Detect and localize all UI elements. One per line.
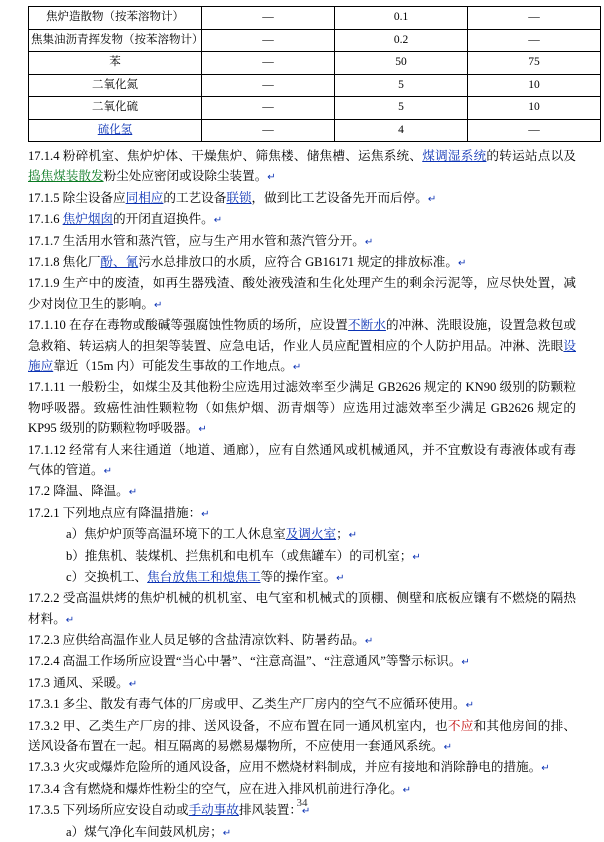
row-value-c: 10: [468, 97, 601, 120]
paragraph-mark: ↵: [292, 362, 302, 373]
row-value-a: —: [202, 74, 335, 97]
text-run: 污水总排放口的水质，应符合 GB16171 规定的排放标准。: [138, 255, 458, 270]
text-run: 的工艺设备: [163, 190, 227, 205]
paragraph: [28, 673, 576, 693]
text-run: 17.1.10 在存在毒物或酸碱等强腐蚀性物质的场所，应设置: [28, 318, 348, 333]
paragraph: [28, 567, 576, 587]
row-value-b: 0.2: [335, 29, 468, 52]
text-run: 17.3.5 下列场所应安设自动或: [28, 803, 189, 818]
paragraph: [28, 315, 576, 376]
text-run: 17.3.2 甲、乙类生产厂房的排、送风设备，不应布置在同一通风机室内，也: [28, 718, 448, 733]
limits-table: [28, 6, 601, 142]
paragraph-mark: ↵: [128, 487, 138, 499]
row-name-text: 二氧化硫: [92, 101, 138, 114]
row-name-cell: [29, 119, 202, 142]
text-run: 同相应: [125, 190, 164, 205]
table-row: [29, 52, 601, 75]
text-run: 的开闭直迢换件。: [113, 212, 214, 227]
text-run: 联锁: [226, 190, 252, 205]
row-name-cell: [29, 7, 202, 30]
text-run: 设施应: [28, 338, 576, 373]
paragraph: [28, 503, 576, 523]
table-row: [29, 119, 601, 142]
text-run: 粉尘处应密闭或设除尘装置。: [103, 169, 268, 184]
paragraph-mark: ↵: [222, 827, 232, 839]
paragraph-mark: ↵: [364, 236, 374, 248]
paragraph-mark: ↵: [213, 215, 223, 227]
paragraph: [28, 588, 576, 629]
paragraph-mark: ↵: [201, 508, 210, 520]
text-run: 17.2.2 受高温烘烤的焦炉机械的机机室、电气室和机械式的顶棚、侧壁和底板应镶有不燃烧的隔热材料。: [28, 591, 576, 626]
table-body: [29, 7, 601, 142]
row-value-c: —: [468, 7, 601, 30]
row-name-cell: [29, 74, 202, 97]
text-run: 不应: [447, 718, 474, 733]
paragraph: [28, 481, 576, 501]
row-value-c: —: [468, 29, 601, 52]
paragraph-mark: ↵: [128, 678, 138, 690]
paragraph-mark: ↵: [465, 700, 475, 712]
table-row: [29, 97, 601, 120]
paragraph-mark: ↵: [364, 636, 374, 648]
text-run: 17.2 降温、降温。: [28, 484, 129, 499]
row-name-cell: [29, 52, 202, 75]
row-value-a: —: [202, 119, 335, 142]
table-row: [29, 7, 601, 30]
paragraph-mark: ↵: [541, 763, 550, 775]
paragraph: [28, 651, 576, 671]
paragraph: [28, 188, 576, 208]
table-row: [29, 74, 601, 97]
paragraph: [28, 524, 576, 544]
text-run: 等的操作室。: [260, 569, 337, 584]
text-run: 的转运站点以及: [486, 149, 577, 164]
paragraph: [28, 822, 576, 842]
text-run: c）交换机工、: [66, 569, 148, 584]
text-run: ，做到比工艺设备先开而后停。: [251, 190, 428, 205]
text-run: b）推焦机、装煤机、拦焦机和电机车（或焦罐车）的司机室；: [66, 548, 413, 563]
paragraph: [28, 630, 576, 650]
paragraph-mark: ↵: [336, 572, 345, 584]
row-value-c: 10: [468, 74, 601, 97]
paragraph: [28, 440, 576, 481]
row-value-b: 0.1: [335, 7, 468, 30]
text-run: a）焦炉炉顶等高温环境下的工人休息室: [66, 527, 286, 542]
row-value-a: —: [202, 29, 335, 52]
paragraph-mark: ↵: [65, 614, 75, 626]
text-run: 17.3.3 火灾或爆炸危险所的通风设备，应用不燃烧材料制成，并应有接地和消除静电的措施。: [28, 760, 542, 775]
document-body: [28, 142, 576, 842]
text-run: 17.1.9 生产中的废渣，如再生器残渣、酸处液残渣和生化处理产生的剩余污泥等，应尽快处置，减少对岗位卫生的影响。: [28, 276, 576, 311]
paragraph: [28, 209, 576, 229]
paragraph: [28, 273, 576, 314]
paragraph: [28, 546, 576, 566]
paragraph-mark: ↵: [153, 299, 163, 311]
paragraph-mark: ↵: [402, 784, 412, 796]
text-run: 17.1.5 除尘设备应: [28, 190, 126, 205]
text-run: 煤调湿系统: [422, 149, 487, 164]
row-value-a: —: [202, 97, 335, 120]
text-run: 不断水: [347, 318, 386, 333]
text-run: 17.3.4 含有燃烧和爆炸性粉尘的空气，应在进入排风机前进行净化。: [28, 781, 403, 796]
paragraph-mark: ↵: [412, 551, 421, 563]
text-run: 17.2.4 高温工作场所应设置“当心中暑”、“注意高温”、“注意通风”等警示标识。: [28, 654, 462, 669]
paragraph-mark: ↵: [198, 424, 207, 436]
text-run: 17.3 通风、采暖。: [28, 675, 129, 690]
text-run: 17.1.6: [28, 212, 63, 227]
paragraph-mark: ↵: [443, 742, 452, 754]
paragraph: [28, 252, 576, 272]
paragraph-mark: ↵: [103, 465, 112, 477]
row-name-cell: [29, 97, 202, 120]
text-run: 及调火室: [285, 527, 337, 542]
paragraph-mark: ↵: [427, 193, 437, 205]
paragraph: [28, 716, 576, 757]
paragraph-mark: ↵: [267, 172, 276, 184]
row-value-c: 75: [468, 52, 601, 75]
row-value-b: 50: [335, 52, 468, 75]
row-value-b: 5: [335, 74, 468, 97]
paragraph-mark: ↵: [457, 258, 467, 270]
paragraph: [28, 694, 576, 714]
document-page: [0, 6, 604, 839]
text-run: 手动事故: [188, 803, 239, 818]
row-name-text: 二氧化氮: [92, 78, 138, 91]
text-run: 17.1.7 生活用水管和蒸汽管，应与生产用水管和蒸汽管分开。: [28, 233, 365, 248]
text-run: 17.2.3 应供给高温作业人员足够的含盐清凉饮料、防暑药品。: [28, 633, 365, 648]
text-run: ；: [336, 527, 349, 542]
text-run: 排风装置：: [238, 803, 302, 818]
text-run: 17.1.11 一般粉尘，如煤尘及其他粉尘应选用过滤效率至少满足 GB2626 规定的 KN90 级别的防颗粒物呼吸器。致癌性油性颗粒物（如焦炉烟、沥青烟等）应选用过滤效率至少满足 GB2626 规定的 KP95 级别的防颗粒物呼吸器。: [28, 380, 576, 436]
text-run: a）煤气净化车间鼓风机房；: [66, 824, 223, 839]
text-run: 酚、氰: [100, 255, 139, 270]
text-run: 和其他房间的排、送风设备布置在一起。相互隔离的易燃易爆物所，不应使用一套通风系统。: [28, 718, 577, 754]
table-row: [29, 29, 601, 52]
text-run: 的冲淋、洗眼设施，设置急救包或急救箱、转运病人的担架等装置、应急电话，作业人员应配置相应的个人防护用品。冲淋、洗眼: [28, 318, 577, 353]
row-value-c: —: [468, 119, 601, 142]
text-run: 17.1.8 焦化厂: [28, 255, 101, 270]
text-run: 靠近（15m 内）可能发生事故的工作地点。: [53, 359, 293, 373]
paragraph: [28, 757, 576, 777]
text-run: 17.1.12 经常有人来往通道（地道、通廊），应有自然通风或机械通风，并不宜敷设有毒液体或有毒气体的管道。: [28, 442, 576, 477]
paragraph: [28, 231, 576, 251]
row-value-a: —: [202, 7, 335, 30]
text-run: 焦炉烟囱: [62, 212, 114, 227]
row-value-a: —: [202, 52, 335, 75]
row-name-text: 焦炉造散物（按苯溶物计）: [46, 11, 184, 23]
paragraph: [28, 377, 576, 438]
paragraph: [28, 146, 576, 187]
paragraph-mark: ↵: [348, 530, 358, 542]
paragraph-mark: ↵: [461, 657, 470, 669]
paragraph-mark: ↵: [301, 806, 311, 818]
text-run: 17.1.4 粉碎机室、焦炉炉体、干燥焦炉、筛焦楼、储焦槽、运焦系统、: [28, 149, 423, 164]
text-run: 捣焦煤装散发: [28, 169, 104, 184]
row-value-b: 4: [335, 119, 468, 142]
text-run: 17.2.1 下列地点应有降温措施：: [28, 505, 202, 520]
row-name-cell: [29, 29, 202, 52]
text-run: 17.3.1 多尘、散发有毒气体的厂房或甲、乙类生产厂房内的空气不应循环使用。: [28, 697, 466, 712]
row-value-b: 5: [335, 97, 468, 120]
row-name-text: 硫化氢: [97, 123, 133, 136]
row-name-text: 苯: [109, 56, 121, 69]
page-number: 34: [296, 797, 308, 809]
text-run: 焦台放焦工和熄焦工: [147, 569, 261, 584]
row-name-text: 焦集油沥青挥发物（按苯溶物计）: [31, 33, 204, 46]
